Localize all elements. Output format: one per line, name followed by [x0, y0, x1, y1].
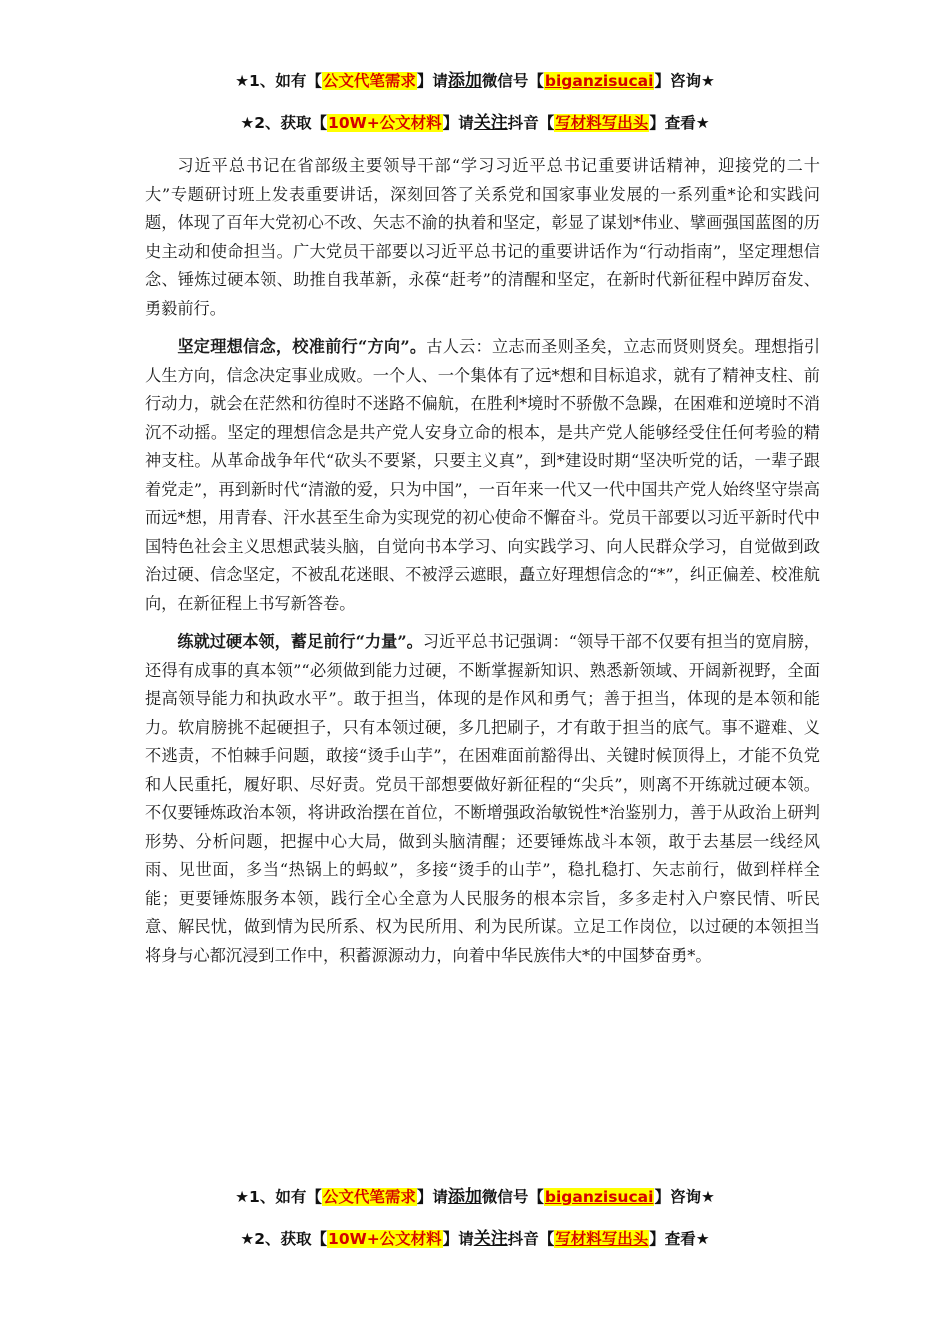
highlight-materials: 10W+公文材料	[328, 114, 442, 132]
banner-bottom-1	[0, 1186, 950, 1208]
banner-text: ★1、如有【	[235, 1188, 322, 1206]
douyin-account: 写材料写出头	[555, 114, 649, 132]
douyin-account: 写材料写出头	[555, 1230, 649, 1248]
banner-text: 抖音【	[507, 1230, 555, 1248]
banner-text: 微信号【	[481, 72, 544, 90]
emphasis-add: 添加	[447, 71, 482, 91]
paragraph-lead: 坚定理想信念，校准前行“方向”。	[177, 337, 427, 356]
banner-top-2	[0, 112, 950, 134]
highlight-materials: 10W+公文材料	[328, 1230, 442, 1248]
banner-text: 】咨询★	[654, 72, 715, 90]
paragraph-text: 习近平总书记在省部级主要领导干部“学习习近平总书记重要讲话精神，迎接党的二十大”专题研讨班上发表重要讲话，深刻回答了关系党和国家事业发展的一系列重*论和实践问题，体现了百年大党初心不改、矢志不渝的执着和坚定，彰显了谋划*伟业、擘画强国蓝图的历史主动和使命担当。广大党员干部要以习近平总书记的重要讲话作为“行动指南”，坚定理想信念、锤炼过硬本领、助推自我革新，永葆“赶考”的清醒和坚定，在新时代新征程中踔厉奋发、勇毅前行。	[145, 156, 820, 318]
wechat-id: biganzisucai	[544, 72, 654, 90]
wechat-id: biganzisucai	[544, 1188, 654, 1206]
banner-text: 】咨询★	[654, 1188, 715, 1206]
banner-top-1	[0, 70, 950, 92]
emphasis-follow: 关注	[473, 1229, 508, 1249]
banner-text: 抖音【	[507, 114, 555, 132]
banner-text: ★1、如有【	[235, 72, 322, 90]
paragraph-intro	[145, 152, 820, 323]
banner-text: ★2、获取【	[240, 114, 328, 132]
paragraph-text: 习近平总书记强调：“领导干部不仅要有担当的宽肩膀，还得有成事的真本领”“必须做到能力过硬，不断掌握新知识、熟悉新领域、开阔新视野，全面提高领导能力和执政水平”。敢于担当，体现的是作风和勇气；善于担当，体现的是本领和能力。软肩膀挑不起硬担子，只有本领过硬，多几把刷子，才有敢于担当的底气。事不避难、义不逃责，不怕棘手问题，敢接“烫手山芋”，在困难面前豁得出、关键时候顶得上，才能不负党和人民重托，履好职、尽好责。党员干部想要做好新征程的“尖兵”，则离不开练就过硬本领。不仅要锤炼政治本领，将讲政治摆在首位，不断增强政治敏锐性*治鉴别力，善于从政治上研判形势、分析问题，把握中心大局，做到头脑清醒；还要锤炼战斗本领，敢于去基层一线经风雨、见世面，多当“热锅上的蚂蚁”，多接“烫手的山芋”，稳扎稳打、矢志前行，做到样样全能；更要锤炼服务本领，践行全心全意为人民服务的根本宗旨，多多走村入户察民情、听民意、解民忧，做到情为民所系、权为民所用、利为民所谋。立足工作岗位，以过硬的本领担当将身与心都沉浸到工作中，积蓄源源动力，向着中华民族伟大*的中国梦奋勇*。	[145, 632, 820, 965]
emphasis-follow: 关注	[473, 113, 508, 133]
banner-text: 】查看★	[649, 1230, 710, 1248]
highlight-service: 公文代笔需求	[322, 1188, 416, 1206]
paragraph-ideals	[145, 333, 820, 618]
paragraph-skills	[145, 628, 820, 970]
banner-text: 】请	[442, 114, 474, 132]
paragraph-text: 古人云：立志而圣则圣矣，立志而贤则贤矣。理想指引人生方向，信念决定事业成败。一个人、一个集体有了远*想和目标追求，就有了精神支柱、前行动力，就会在茫然和彷徨时不迷路不偏航，在胜利*境时不骄傲不急躁，在困难和逆境时不消沉不动摇。坚定的理想信念是共产党人安身立命的根本，是共产党人能够经受住任何考验的精神支柱。从革命战争年代“砍头不要紧，只要主义真”，到*建设时期“坚决听党的话，一辈子跟着党走”，再到新时代“清澈的爱，只为中国”，一百年来一代又一代中国共产党人始终坚守崇高而远*想，用青春、汗水甚至生命为实现党的初心使命不懈奋斗。党员干部要以习近平新时代中国特色社会主义思想武装头脑，自觉向书本学习、向实践学习、向人民群众学习，自觉做到政治过硬、信念坚定，不被乱花迷眼、不被浮云遮眼，矗立好理想信念的“*”，纠正偏差、校准航向，在新征程上书写新答卷。	[145, 337, 821, 613]
banner-text: 】查看★	[649, 114, 710, 132]
banner-bottom-2	[0, 1228, 950, 1250]
banner-text: 】请	[442, 1230, 474, 1248]
banner-text: ★2、获取【	[240, 1230, 328, 1248]
article-body	[145, 152, 820, 980]
banner-text: 】请	[416, 72, 448, 90]
banner-text: 微信号【	[481, 1188, 544, 1206]
banner-text: 】请	[416, 1188, 448, 1206]
highlight-service: 公文代笔需求	[322, 72, 416, 90]
paragraph-lead: 练就过硬本领，蓄足前行“力量”。	[177, 632, 423, 651]
emphasis-add: 添加	[447, 1187, 482, 1207]
